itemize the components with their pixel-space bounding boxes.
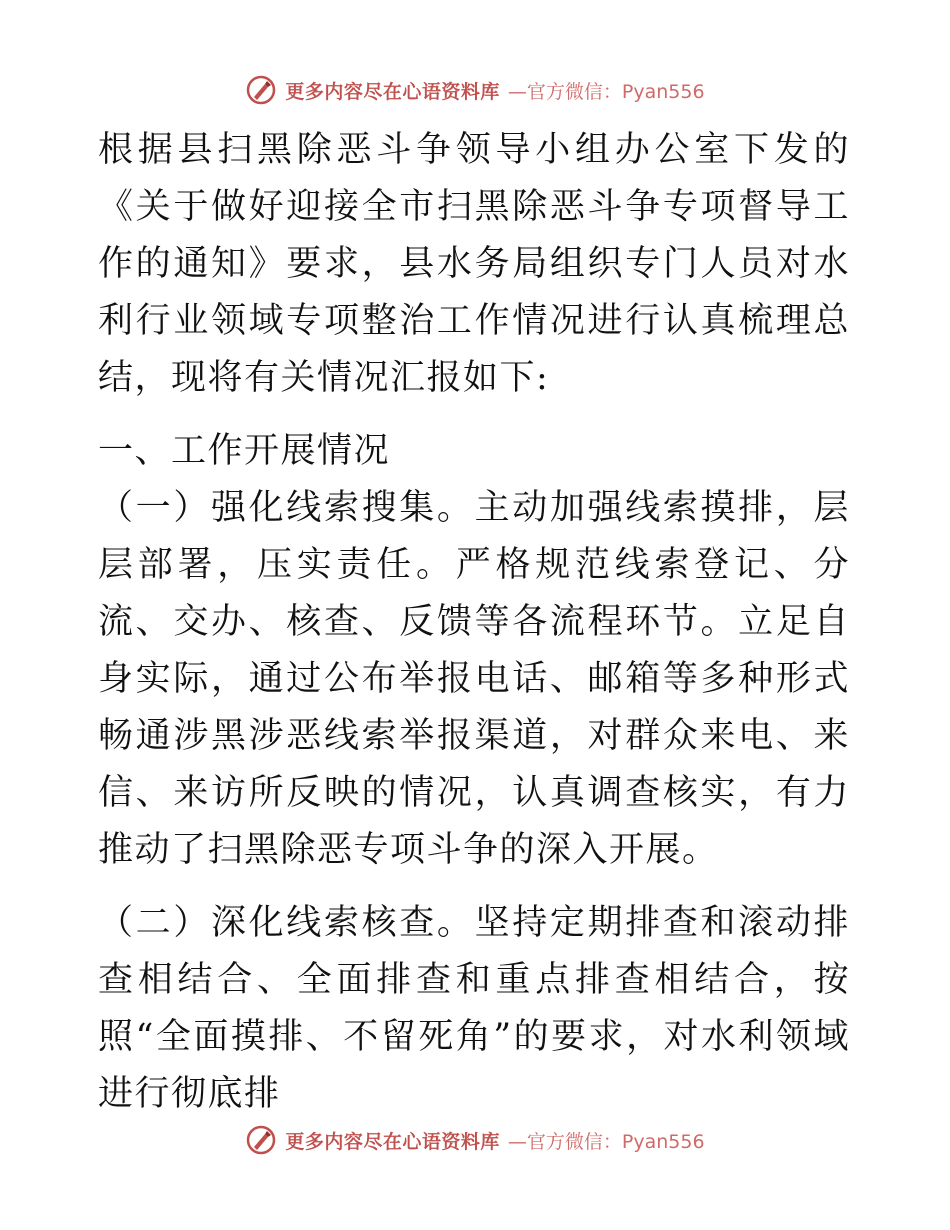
banner-contact: —官方微信：Pyan556 (507, 80, 705, 103)
banner-site-name: 更多内容尽在心语资料库 (285, 80, 500, 103)
item-paragraph-2: （二）深化线索核查。坚持定期排查和滚动排查相结合、全面排查和重点排查相结合，按照“全面摸排、不留死角”的要求，对水利领域进行彻底排 (98, 903, 850, 1114)
document-body (98, 122, 850, 1123)
item-paragraph-1: （一）强化线索搜集。主动加强线索摸排，层层部署，压实责任。严格规范线索登记、分流、交办、核查、反馈等各流程环节。立足自身实际，通过公布举报电话、邮箱等多种形式畅通涉黑涉恶线索举报渠道，对群众来电、来信、来访所反映的情况，认真调查核实，有力推动了扫黑除恶专项斗争的深入开展。 (98, 488, 850, 870)
section-heading: 一、工作开展情况 (98, 431, 391, 471)
footer-watermark-banner (0, 1120, 950, 1160)
banner-contact: —官方微信：Pyan556 (507, 1130, 705, 1153)
pen-logo-icon (245, 1124, 277, 1156)
banner-site-name: 更多内容尽在心语资料库 (285, 1130, 500, 1153)
intro-paragraph: 根据县扫黑除恶斗争领导小组办公室下发的《关于做好迎接全市扫黑除恶斗争专项督导工作的通知》要求，县水务局组织专门人员对水利行业领域专项整治工作情况进行认真梳理总结，现将有关情况汇报如下: (98, 130, 850, 398)
header-watermark-banner (0, 70, 950, 110)
pen-logo-icon (245, 74, 277, 106)
